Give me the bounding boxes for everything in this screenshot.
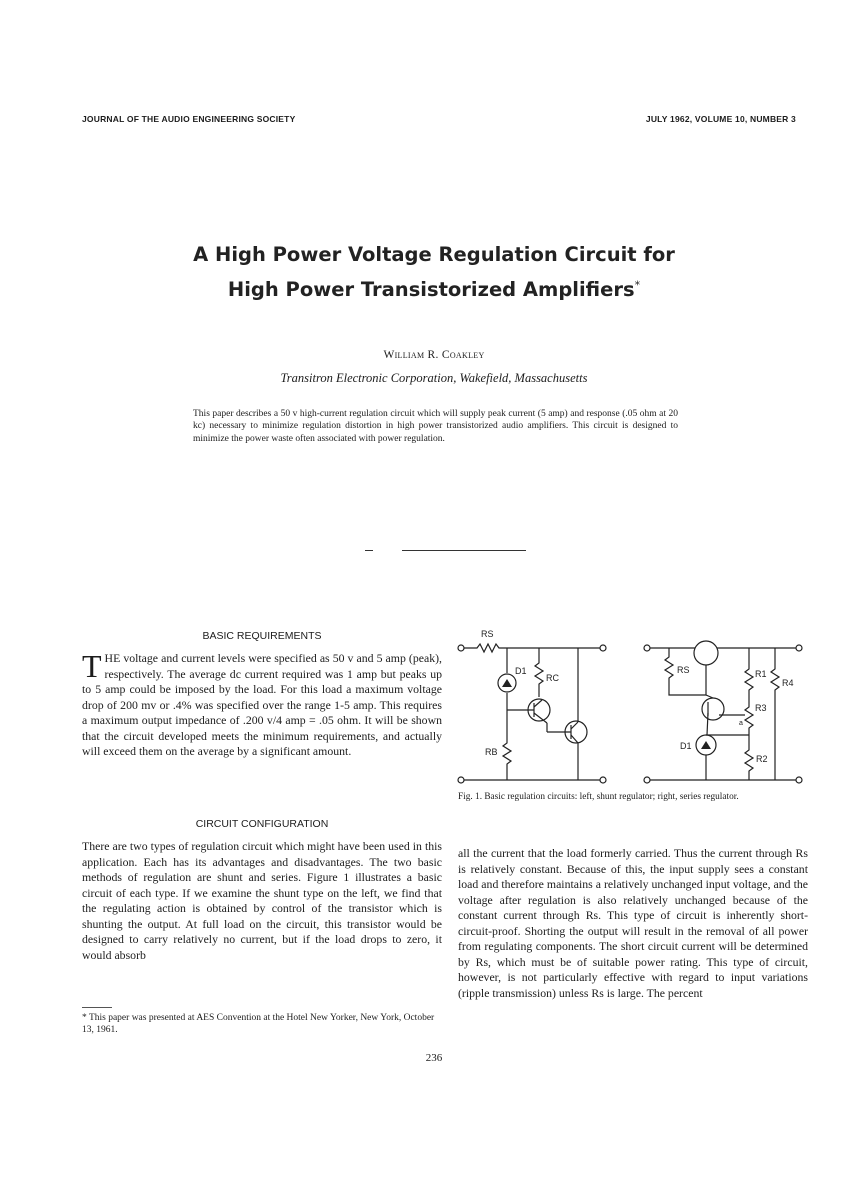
heading-circuit-configuration: CIRCUIT CONFIGURATION <box>195 818 329 830</box>
author-affiliation: Transitron Electronic Corporation, Wakefield, Massachusetts <box>280 371 588 385</box>
output-terminal-left <box>600 645 606 651</box>
zener-triangle-right <box>701 741 711 749</box>
rc-resistor <box>535 648 543 697</box>
label-d1-right: D1 <box>680 741 692 751</box>
input-terminal-left <box>458 645 464 651</box>
r2-resistor <box>745 735 753 780</box>
title-line-2-text: High Power Transistorized Amplifiers <box>227 278 635 301</box>
output-ground-terminal-right <box>796 777 802 783</box>
ground-terminal-left <box>458 777 464 783</box>
page-number: 236 <box>425 1052 443 1064</box>
r4-resistor <box>771 648 779 780</box>
label-r2: R2 <box>756 754 768 764</box>
figure-1-circuits <box>455 625 815 795</box>
ground-terminal-right <box>644 777 650 783</box>
label-rc: RC <box>546 673 559 683</box>
circuit-config-left-text: There are two types of regulation circuit which might have been used in this application. Each has its advantages and disadvantages. The two basic methods of regulation are shunt and series. Figure 1 illustrates a basic circuit of each type. If we examine the shunt type on the left, we find that the regulating action is obtained by control of the transistor which is shunting the output. At full load on the circuit, this transistor would be designed to carry relatively no current, but if the load drops to zero, it would absorb <box>82 839 442 962</box>
label-r3: R3 <box>755 703 767 713</box>
circuit-config-right-text: all the current that the load formerly carried. Thus the current through Rs is relatively constant. Because of this, the input supply sees a constant load and therefore maintains a relatively unchanged input voltage, and the voltage after regulation is also relatively unchanged because of the constant current through Rs. This type of circuit is inherently short-circuit-proof. Shorting the output will result in the removal of all power from regulating components. The short circuit current will be determined by Rs, which must be of suitable power rating. This type of circuit, however, is not particularly effective with regard to input variations (ripple transmission) unless Rs is large. The percent <box>458 846 808 1000</box>
series-pass-transistor <box>694 641 718 665</box>
abstract: This paper describes a 50 v high-current regulation circuit which will supply peak current (5 amp) and response (.05 ohm at 20 kc) necessary to minimize regulation distortion in high power transistorized audio amplifiers. This circuit is designed to minimize the power waste often associated with power regulation. <box>193 409 678 444</box>
issue-header: JULY 1962, VOLUME 10, NUMBER 3 <box>645 114 796 124</box>
footnote-rule <box>82 1007 112 1008</box>
title-footnote-mark: * <box>634 278 641 292</box>
footnote: * This paper was presented at AES Convention at the Hotel New Yorker, New York, October 13, 1961. <box>82 1013 435 1036</box>
title-line-1: A High Power Voltage Regulation Circuit for <box>193 243 675 266</box>
author-name: William R. Coakley <box>383 349 485 361</box>
title-line-2 <box>0 278 868 301</box>
separator-rule <box>402 550 526 551</box>
label-rb: RB <box>485 747 498 757</box>
separator-dash <box>365 550 373 551</box>
label-rs-left: RS <box>481 629 494 639</box>
label-rs-right: RS <box>677 665 690 675</box>
output-ground-terminal-left <box>600 777 606 783</box>
zener-triangle-left <box>502 679 512 687</box>
basic-requirements-body: HE voltage and current levels were specified as 50 v and 5 amp (peak), respectively. The average dc current required was 1 amp but peaks up to 5 amp could be imposed by the load. For this load a maximum voltage drop of 200 mv or .4% was specified over the range 1-5 amp. This requires a maximum output impedance of .200 v/4 amp = .05 ohm. It will be shown that the circuit developed meets the minimum requirements, and actually will exceed them on the average by a significant amount. <box>82 651 442 758</box>
drop-cap: T <box>82 648 102 684</box>
r1-resistor <box>745 648 753 700</box>
label-r4: R4 <box>782 678 794 688</box>
label-d1-left: D1 <box>515 666 527 676</box>
figure-caption: Fig. 1. Basic regulation circuits: left, shunt regulator; right, series regulator. <box>458 792 739 802</box>
output-terminal-right <box>796 645 802 651</box>
label-a: a <box>739 720 743 727</box>
basic-requirements-text <box>82 648 442 760</box>
journal-header: JOURNAL OF THE AUDIO ENGINEERING SOCIETY <box>82 114 296 124</box>
heading-basic-requirements: BASIC REQUIREMENTS <box>202 630 322 642</box>
rs-resistor-left <box>464 644 600 652</box>
label-r1: R1 <box>755 669 767 679</box>
input-terminal-right <box>644 645 650 651</box>
rb-resistor <box>503 735 511 780</box>
control-transistor-right <box>702 698 724 720</box>
r3-potentiometer <box>745 700 753 735</box>
